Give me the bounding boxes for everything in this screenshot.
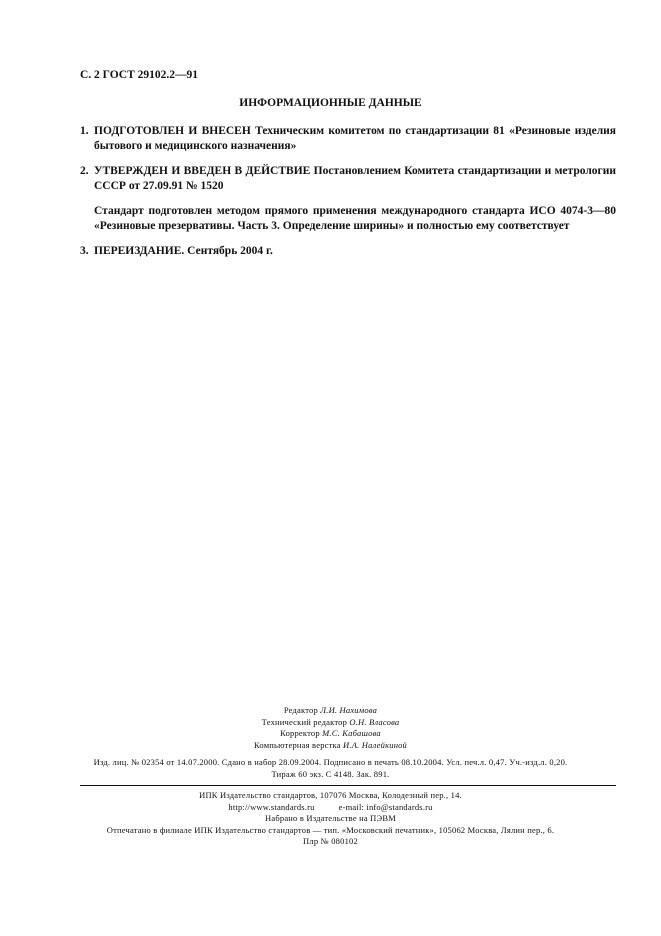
divider-rule — [80, 785, 616, 786]
credit-name: О.Н. Власова — [349, 716, 400, 727]
printer-line-1: ИПК Издательство стандартов, 107076 Москва, Колодезный пер., 14. — [199, 790, 462, 800]
credit-name: И.А. Налейкиной — [343, 739, 408, 750]
credit-name: М.С. Кабашова — [322, 728, 381, 739]
printer-info — [0, 790, 661, 848]
printer-line-4: Отпечатано в филиале ИПК Издательство стандартов — тип. «Московский печатник», 105062 Москва, Лялин пер., 6. — [106, 824, 555, 835]
standard-note: Стандарт подготовлен методом прямого применения международного стандарта ИСО 4074-3—80 «Резиновые презервативы. Часть 3. Определение ширины» и полностью ему соответствует — [94, 205, 616, 232]
item-text: УТВЕРЖДЕН И ВВЕДЕН В ДЕЙСТВИЕ Постановлением Комитета стандартизации и метрологии СССР от 27.09.91 № 1520 — [94, 165, 616, 192]
credit-editor — [0, 705, 661, 717]
credit-label: Корректор — [280, 728, 320, 739]
page-header: С. 2 ГОСТ 29102.2—91 — [80, 69, 199, 81]
credit-layout — [0, 740, 661, 752]
publishing-line-1: Изд. лиц. № 02354 от 14.07.2000. Сдано в набор 28.09.2004. Подписано в печать 08.10.2004. Усл. печ.л. 0,47. Уч.-изд.л. 0,20. — [93, 757, 568, 767]
item-number: 2. — [80, 165, 89, 177]
info-item-2 — [80, 164, 616, 193]
section-title: ИНФОРМАЦИОННЫЕ ДАННЫЕ — [239, 97, 422, 109]
credit-tech-editor — [0, 717, 661, 729]
printer-email: e-mail: info@standards.ru — [338, 801, 433, 812]
credit-proofreader — [0, 728, 661, 740]
item-number: 1. — [80, 125, 89, 137]
credits-block — [0, 705, 661, 751]
publishing-line-2: Тираж 60 экз. С 4148. Зак. 891. — [271, 768, 390, 779]
printer-website: http://www.standards.ru — [228, 801, 315, 812]
credit-label: Компьютерная верстка — [253, 739, 341, 750]
printer-line-3: Набрано в Издательстве на ПЭВМ — [265, 813, 396, 824]
credit-label: Редактор — [283, 705, 318, 715]
item-text: ПЕРЕИЗДАНИЕ. Сентябрь 2004 г. — [94, 245, 273, 257]
item-text: ПОДГОТОВЛЕН И ВНЕСЕН Техническим комитетом по стандартизации 81 «Резиновые изделия бытового и медицинского назначения» — [94, 125, 616, 152]
info-item-1 — [80, 124, 616, 153]
printer-line-5: Плр № 080102 — [303, 836, 358, 847]
credit-name: Л.И. Нахимова — [320, 705, 378, 715]
item-number: 3. — [80, 245, 89, 257]
publishing-info — [0, 757, 661, 780]
printer-contacts — [0, 802, 661, 814]
credit-label: Технический редактор — [261, 716, 348, 727]
info-item-3 — [80, 244, 616, 259]
